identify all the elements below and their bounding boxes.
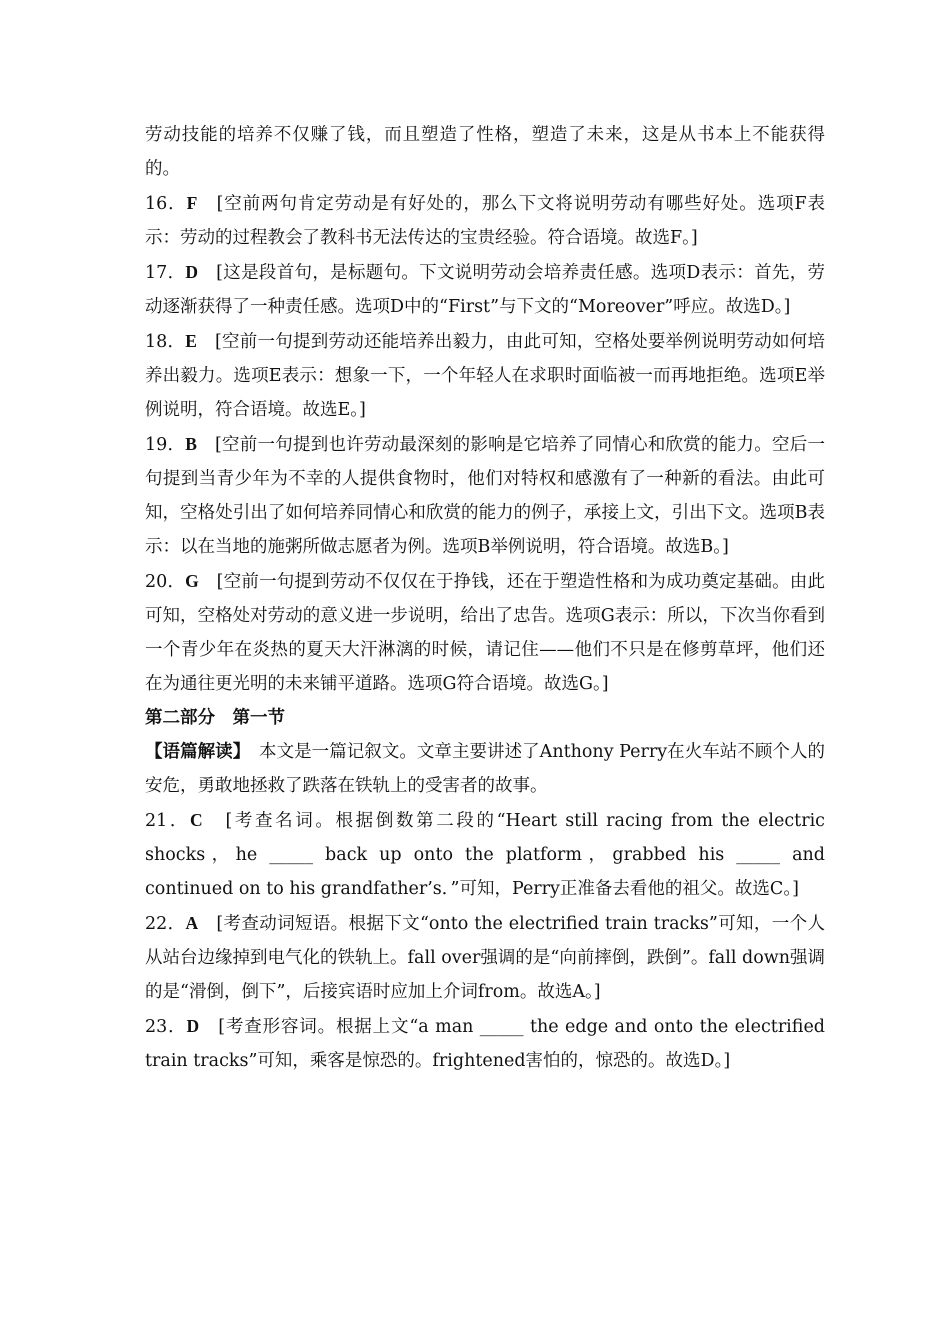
answer-paragraph [145, 186, 825, 255]
paragraph-text: [这是段首句，是标题句。下文说明劳动会培养责任感。选项D表示：首先，劳动逐渐获得了一种责任感。选项D中的“First”与下文的“Moreover”呼应。故选D。] [145, 263, 825, 317]
question-number: 16． [145, 194, 187, 214]
answer-paragraph [145, 324, 825, 427]
paragraph-text: [空前一句提到也许劳动最深刻的影响是它培养了同情心和欣赏的能力。空后一句提到当青少年为不幸的人提供食物时，他们对特权和感激有了一种新的看法。由此可知，空格处引出了如何培养同情心和欣赏的能力的例子，承接上文，引出下文。选项B表示：以在当地的施粥所做志愿者为例。选项B举例说明，符合语境。故选B。] [145, 435, 825, 557]
answer-paragraph [145, 906, 825, 1009]
answer-letter: D [185, 262, 199, 282]
answer-letter: C [190, 810, 203, 830]
intro-text: 本文是一篇记叙文。文章主要讲述了Anthony Perry在火车站不顾个人的安危，勇敢地拯救了跌落在铁轨上的受害者的故事。 [145, 742, 826, 796]
section-heading: 第二部分 第一节 [145, 708, 285, 728]
answer-paragraph [145, 803, 825, 906]
answer-letter: G [185, 571, 199, 591]
paragraph-text: [空前两句肯定劳动是有好处的，那么下文将说明劳动有哪些好处。选项F表示：劳动的过程教会了教科书无法传达的宝贵经验。符合语境。故选F。] [145, 194, 826, 248]
paragraph-text: 劳动技能的培养不仅赚了钱，而且塑造了性格，塑造了未来，这是从书本上不能获得的。 [145, 125, 825, 179]
question-number: 21． [145, 811, 191, 831]
question-number: 23． [145, 1017, 187, 1037]
document-content [145, 118, 825, 1078]
answer-paragraph [145, 427, 825, 564]
answer-letter: F [186, 193, 198, 213]
paragraph-text: [考查名词。根据倒数第二段的“Heart still racing from the electric shocks，he _____ back up onto the platform，grabbed his _____ and continued on to his grandfather’s．”可知，Perry正准备去看他的祖父。故选C。] [145, 811, 825, 899]
paragraph-text: [空前一句提到劳动不仅仅在于挣钱，还在于塑造性格和为成功奠定基础。由此可知，空格处对劳动的意义进一步说明，给出了忠告。选项G表示：所以，下次当你看到一个青少年在炎热的夏天大汗淋漓的时候，请记住——他们不只是在修剪草坪，他们还在为通往更光明的未来铺平道路。选项G符合语境。故选G。] [145, 572, 825, 694]
reading-intro [145, 735, 825, 803]
paragraph-text: [考查动词短语。根据下文“onto the electrified train tracks”可知，一个人从站台边缘掉到电气化的铁轨上。fall over强调的是“向前摔倒，跌倒”。fall down强调的是“滑倒，倒下”，后接宾语时应加上介词from。故选A。] [145, 914, 825, 1002]
answer-paragraph [145, 1009, 825, 1078]
answer-letter: B [185, 434, 197, 454]
paragraph-text: [考查形容词。根据上文“a man _____ the edge and onto the electrified train tracks”可知，乘客是惊恐的。frightened害怕的，惊恐的。故选D。] [145, 1017, 826, 1071]
intro-label: 【语篇解读】 [145, 742, 242, 762]
paragraph-text: [空前一句提到劳动还能培养出毅力，由此可知，空格处要举例说明劳动如何培养出毅力。选项E表示：想象一下，一个年轻人在求职时面临被一而再地拒绝。选项E举例说明，符合语境。故选E。] [145, 332, 825, 420]
answer-letter: D [186, 1016, 200, 1036]
answer-letter: E [185, 331, 197, 351]
answer-paragraph [145, 564, 825, 701]
answer-letter: A [185, 913, 199, 933]
answer-paragraph [145, 255, 825, 324]
question-number: 22． [145, 914, 186, 934]
question-number: 17． [145, 263, 186, 283]
answer-paragraph [145, 118, 825, 186]
question-number: 20． [145, 572, 186, 592]
question-number: 19． [145, 435, 186, 455]
question-number: 18． [145, 332, 186, 352]
